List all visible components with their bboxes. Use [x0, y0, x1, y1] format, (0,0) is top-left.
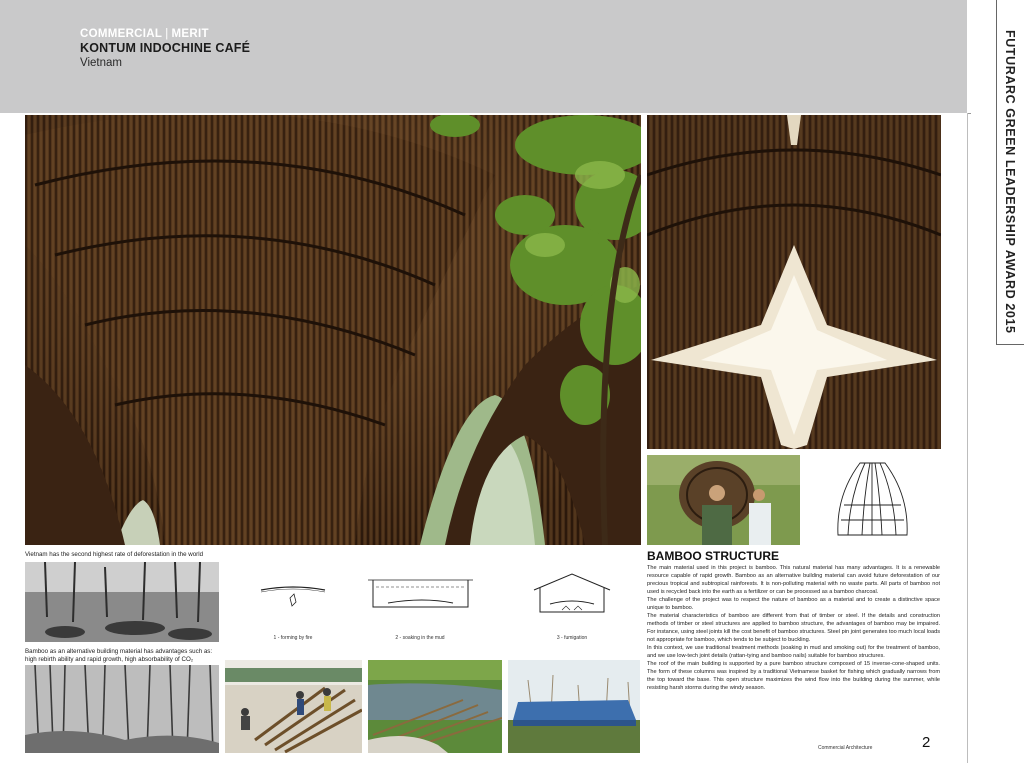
body-paragraph: The roof of the main building is supported by a pure bamboo structure composed of 15 inverse-cone-shaped units. The form of these columns was inspired by a traditional Vietnamese basket for fishing which gradually narrows from the top toward the base. This open structure maximizes the wind flow into the building during the summer, while resisting harsh storms during the windy season. — [647, 661, 940, 691]
page-number: 2 — [922, 734, 931, 751]
bamboo-advantages-line2: high rebirth ability and rapid growth, high absorbability of CO₂ — [25, 656, 194, 663]
bamboo-structure-title: BAMBOO STRUCTURE — [647, 549, 779, 563]
forming-by-fire-diagram — [258, 580, 328, 615]
bamboo-structure-body — [647, 564, 940, 692]
project-title: KONTUM INDOCHINE CAFÉ — [80, 41, 251, 55]
bamboo-forest-photo — [25, 665, 219, 753]
category-line — [80, 28, 209, 40]
fumigation-site-photo — [508, 660, 640, 753]
footer-section-label: Commercial Architecture — [818, 745, 873, 751]
step-2-caption: 2 - soaking in the mud — [395, 635, 445, 641]
main-photo-bamboo-interior — [25, 115, 641, 545]
sidebar-rule-tick — [996, 344, 1024, 345]
category-label: COMMERCIAL — [80, 28, 163, 40]
body-paragraph: The challenge of the project was to respect the nature of bamboo as a material and to create a distinctive space unique to bamboo. — [647, 597, 940, 611]
fumigation-diagram — [532, 572, 612, 615]
mud-soaking-photo — [368, 660, 502, 753]
bamboo-advantages-caption — [25, 648, 212, 664]
header-band — [0, 0, 967, 113]
construction-workers-photo — [225, 660, 362, 753]
project-location: Vietnam — [80, 57, 122, 69]
step-1-caption: 1 - forming by fire — [273, 635, 313, 641]
award-level-label: MERIT — [171, 28, 209, 40]
roof-skylight-photo — [647, 115, 941, 449]
sidebar-award-title: FUTURARC GREEN LEADERSHIP AWARD 2015 — [1003, 30, 1017, 334]
deforestation-caption: Vietnam has the second highest rate of deforestation in the world — [25, 551, 204, 558]
category-separator: | — [165, 28, 169, 40]
frame-right-rule — [967, 113, 968, 763]
deforestation-photo — [25, 562, 219, 642]
fishing-basket-photo — [647, 455, 800, 545]
sidebar-rule — [996, 0, 997, 345]
fishing-basket-drawing — [830, 455, 915, 545]
step-3-caption: 3 - fumigation — [556, 635, 588, 641]
soaking-in-mud-diagram — [368, 575, 473, 615]
body-paragraph: The main material used in this project is bamboo. This natural material has many advantages. It is a renewable resource capable of rapid growth. Bamboo as an alternative building material can avoid future deforestation of our precious tropical and subtropical rainforests. It is non-polluting material with no waste parts. All parts of bamboo not used is recycled back into the earth as a fertilizer or can be processed as a bamboo charcoal. — [647, 565, 940, 595]
body-paragraph: In this context, we use traditional treatment methods (soaking in mud and smoking out) for the treatment of bamboo, and we use low-tech joint details (rattan-tying and bamboo nails) suitable for bamboo structures. — [647, 645, 940, 659]
bamboo-advantages-line1: Bamboo as an alternative building material has advantages such as: — [25, 648, 213, 655]
body-paragraph: The material characteristics of bamboo are different from that of timber or steel. If the details and construction methods of timber or steel structures are applied to bamboo structure, the advantages of bamboo may be impaired. For instance, using steel joints kill the cost benefit of bamboo structures. Steel pin joint generates too much local loads not appropriate for bamboo, which tends to be subject to buckling. — [647, 613, 940, 643]
